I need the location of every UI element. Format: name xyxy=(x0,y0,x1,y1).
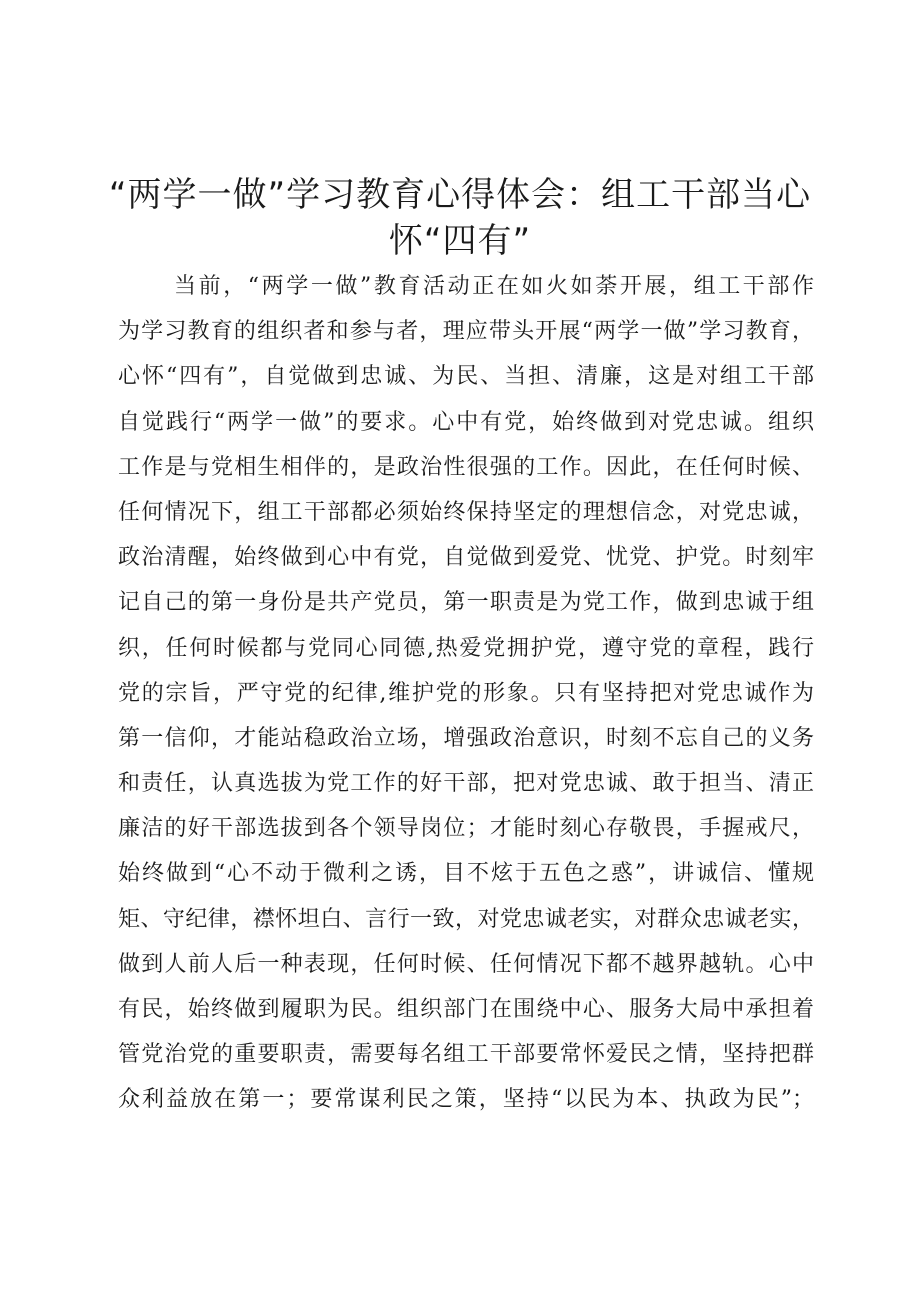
body-line: 政治清醒，始终做到心中有党，自觉做到爱党、忧党、护党。时刻牢 xyxy=(118,545,814,571)
document-body xyxy=(118,264,814,1123)
body-line: 始终做到“心不动于微利之诱，目不炫于五色之惑”，讲诚信、懂规 xyxy=(118,861,814,887)
body-line: 第一信仰，才能站稳政治立场，增强政治意识，时刻不忘自己的义务 xyxy=(118,725,814,751)
body-line: 廉洁的好干部选拔到各个领导岗位；才能时刻心存敬畏，手握戒尺， xyxy=(118,816,814,842)
body-line: 当前，“两学一做”教育活动正在如火如荼开展，组工干部作 xyxy=(174,274,814,299)
body-line: 任何情况下，组工干部都必须始终保持坚定的理想信念，对党忠诚， xyxy=(118,499,814,525)
title-line-2: 怀“四有” xyxy=(388,221,532,261)
body-line: 记自己的第一身份是共产党员，第一职责是为党工作，做到忠诚于组 xyxy=(118,590,814,616)
body-line: 织，任何时候都与党同心同德,热爱党拥护党，遵守党的章程，践行 xyxy=(118,635,814,661)
body-line: 工作是与党相生相伴的，是政治性很强的工作。因此，在任何时候、 xyxy=(118,454,814,480)
body-line: 有民，始终做到履职为民。组织部门在围绕中心、服务大局中承担着 xyxy=(118,997,814,1022)
body-line: 矩、守纪律，襟怀坦白、言行一致，对党忠诚老实，对群众忠诚老实， xyxy=(118,906,814,932)
body-line: 自觉践行“两学一做”的要求。心中有党，始终做到对党忠诚。组织 xyxy=(118,409,814,435)
title-line-1: “两学一做”学习教育心得体会：组工干部当心 xyxy=(108,175,812,215)
body-line: 和责任，认真选拔为党工作的好干部，把对党忠诚、敢于担当、清正 xyxy=(118,771,814,797)
body-line: 为学习教育的组织者和参与者，理应带头开展“两学一做”学习教育， xyxy=(118,319,814,345)
body-line: 管党治党的重要职责，需要每名组工干部要常怀爱民之情，坚持把群 xyxy=(118,1042,814,1068)
body-line: 党的宗旨，严守党的纪律,维护党的形象。只有坚持把对党忠诚作为 xyxy=(118,680,814,706)
body-line: 心怀“四有”，自觉做到忠诚、为民、当担、清廉，这是对组工干部 xyxy=(118,364,814,390)
body-line: 众利益放在第一；要常谋利民之策，坚持“以民为本、执政为民”； xyxy=(118,1087,814,1113)
body-line: 做到人前人后一种表现，任何时候、任何情况下都不越界越轨。心中 xyxy=(118,951,814,977)
document-title xyxy=(100,172,820,264)
